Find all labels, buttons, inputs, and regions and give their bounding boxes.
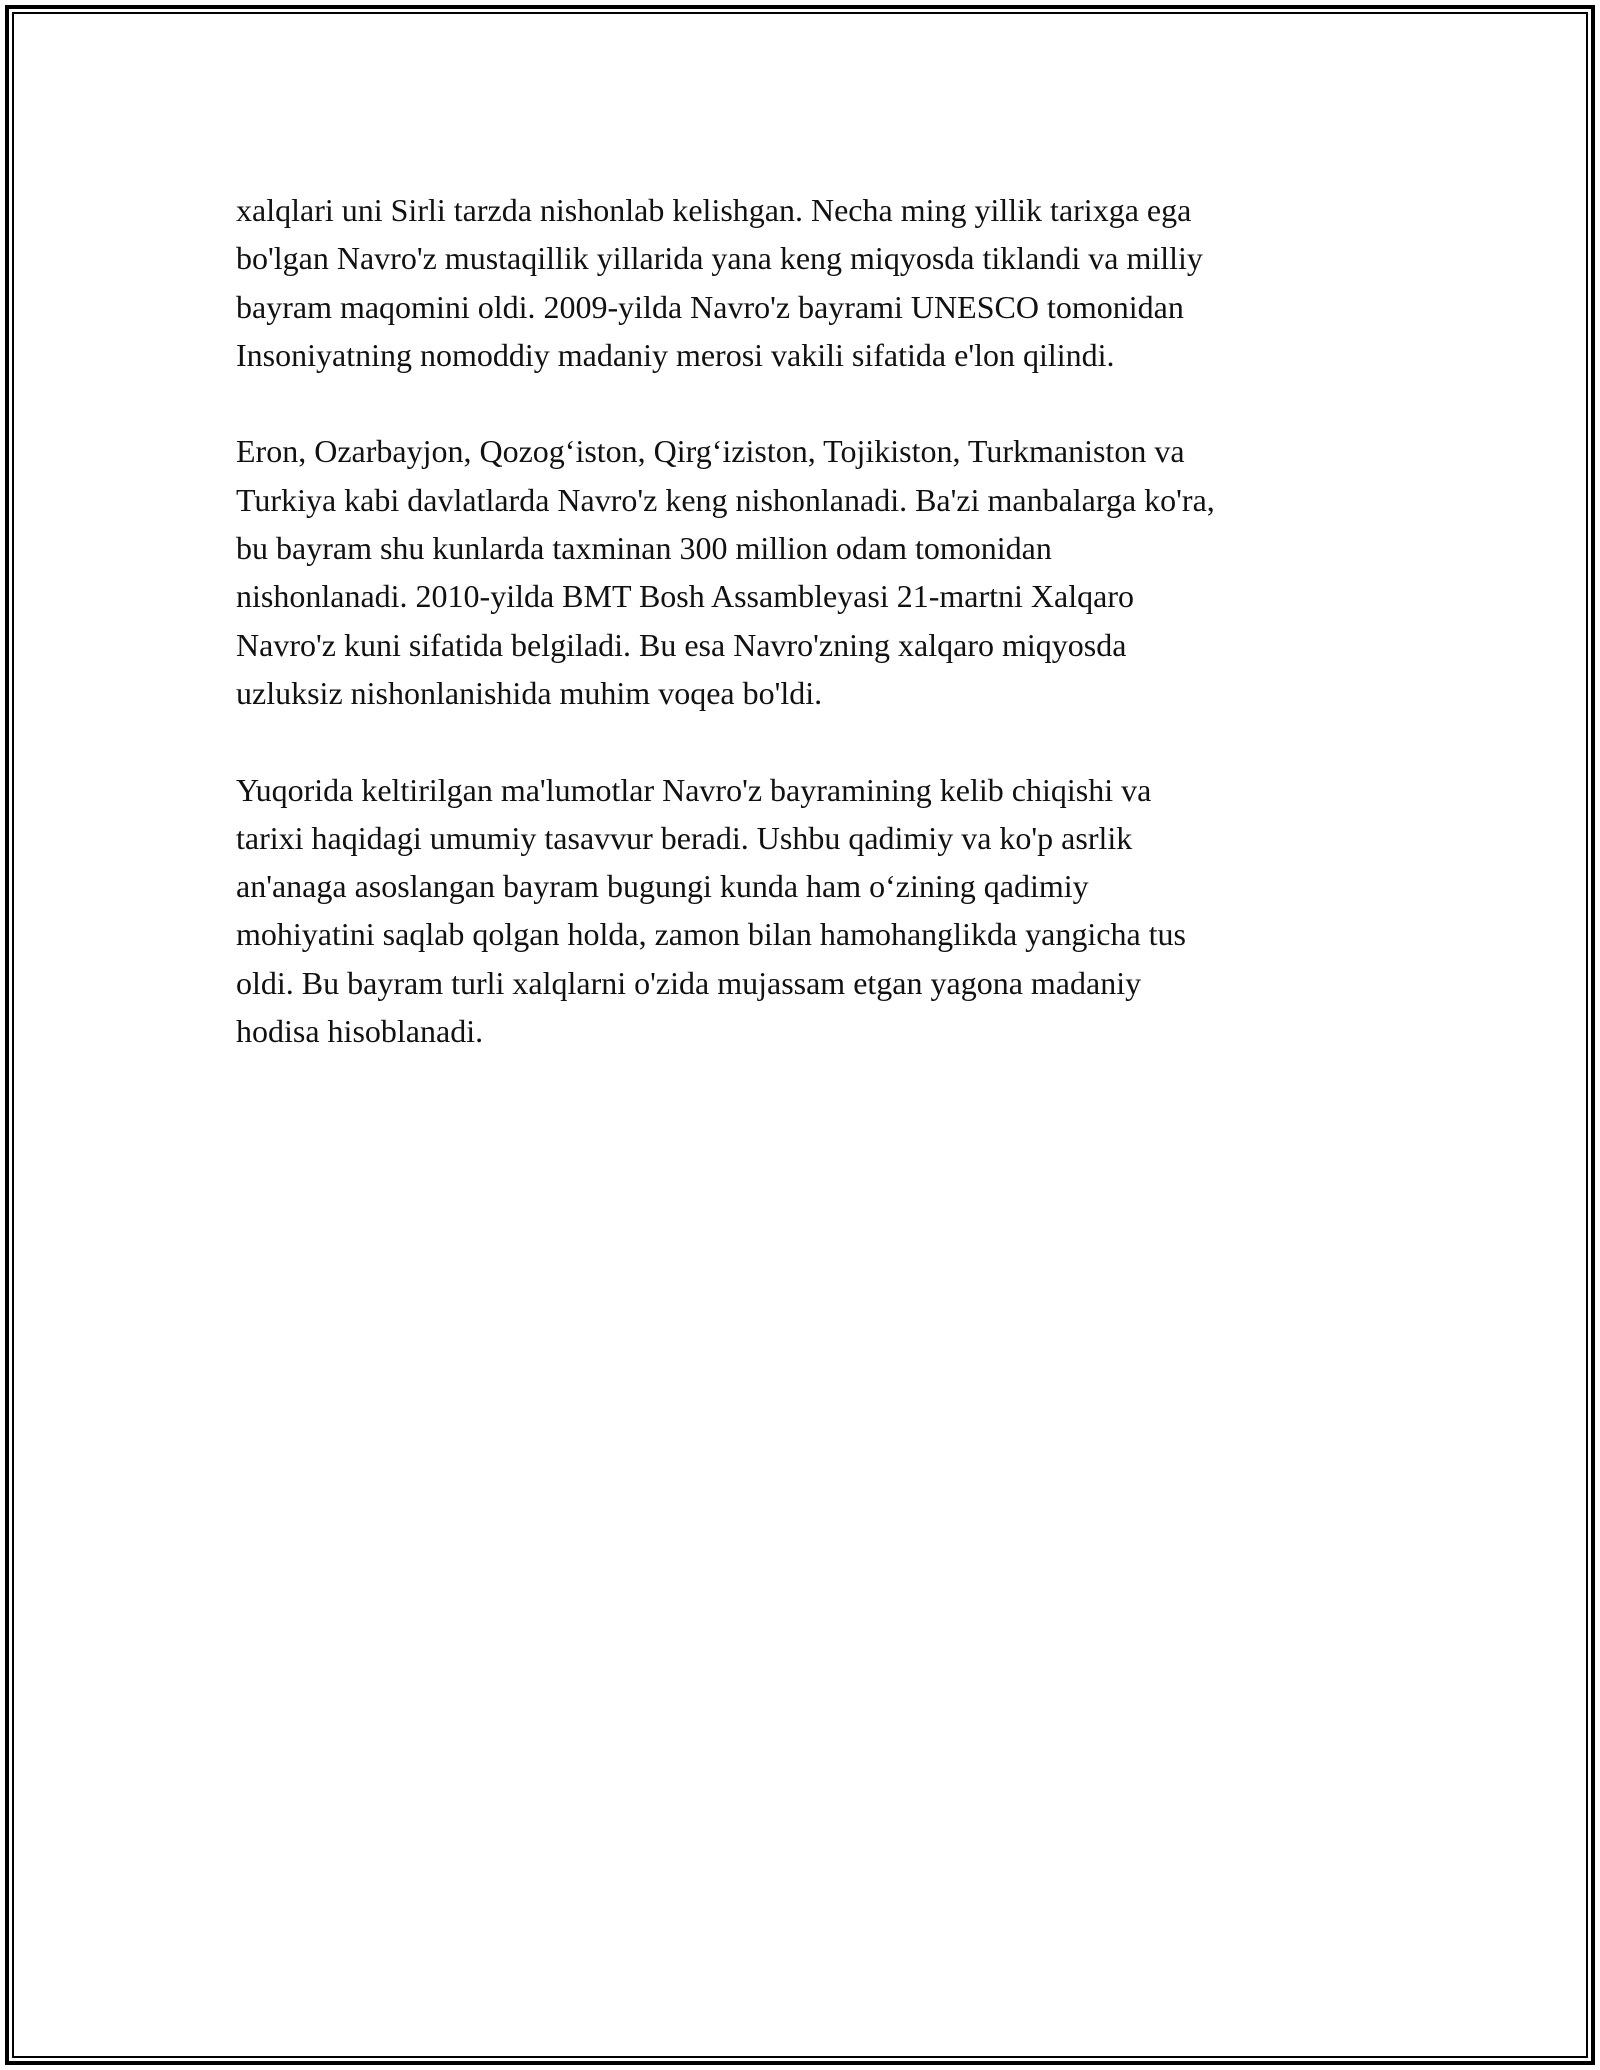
paragraph-navruz-summary: Yuqorida keltirilgan ma'lumotlar Navro'z bayramining kelib chiqishi va tarixi haqidagi umumiy tasavvur beradi. Ushbu qadimiy va ko'p asrlik an'anaga asoslangan bayram bugungi kunda ham o‘zining qadimiy mohiyatini saqlab qolgan holda, zamon bilan hamohanglikda yangicha tus oldi. Bu bayram turli xalqlarni o'zida mujassam etgan yagona madaniy hodisa hisoblanadi. — [236, 771, 1186, 1050]
document-body — [236, 186, 1396, 1104]
paragraph-navruz-history: xalqlari uni Sirli tarzda nishonlab kelishgan. Necha ming yillik tarixga ega bo'lgan Navro'z mustaqillik yillarida yana keng miqyosda tiklandi va milliy bayram maqomini oldi. 2009-yilda Navro'z bayrami UNESCO tomonidan Insoniyatning nomoddiy madaniy merosi vakili sifatida e'lon qilindi. — [236, 192, 1203, 373]
paragraph-navruz-countries: Eron, Ozarbayjon, Qozog‘iston, Qirg‘iziston, Tojikiston, Turkmaniston va Turkiya kabi davlatlarda Navro'z keng nishonlanadi. Ba'zi manbalarga ko'ra, bu bayram shu kunlarda taxminan 300 million odam tomonidan nishonlanadi. 2010-yilda BMT Bosh Assambleyasi 21-martni Xalqaro Navro'z kuni sifatida belgiladi. Bu esa Navro'zning xalqaro miqyosda uzluksiz nishonlanishida muhim voqea bo'ldi. — [236, 433, 1215, 711]
